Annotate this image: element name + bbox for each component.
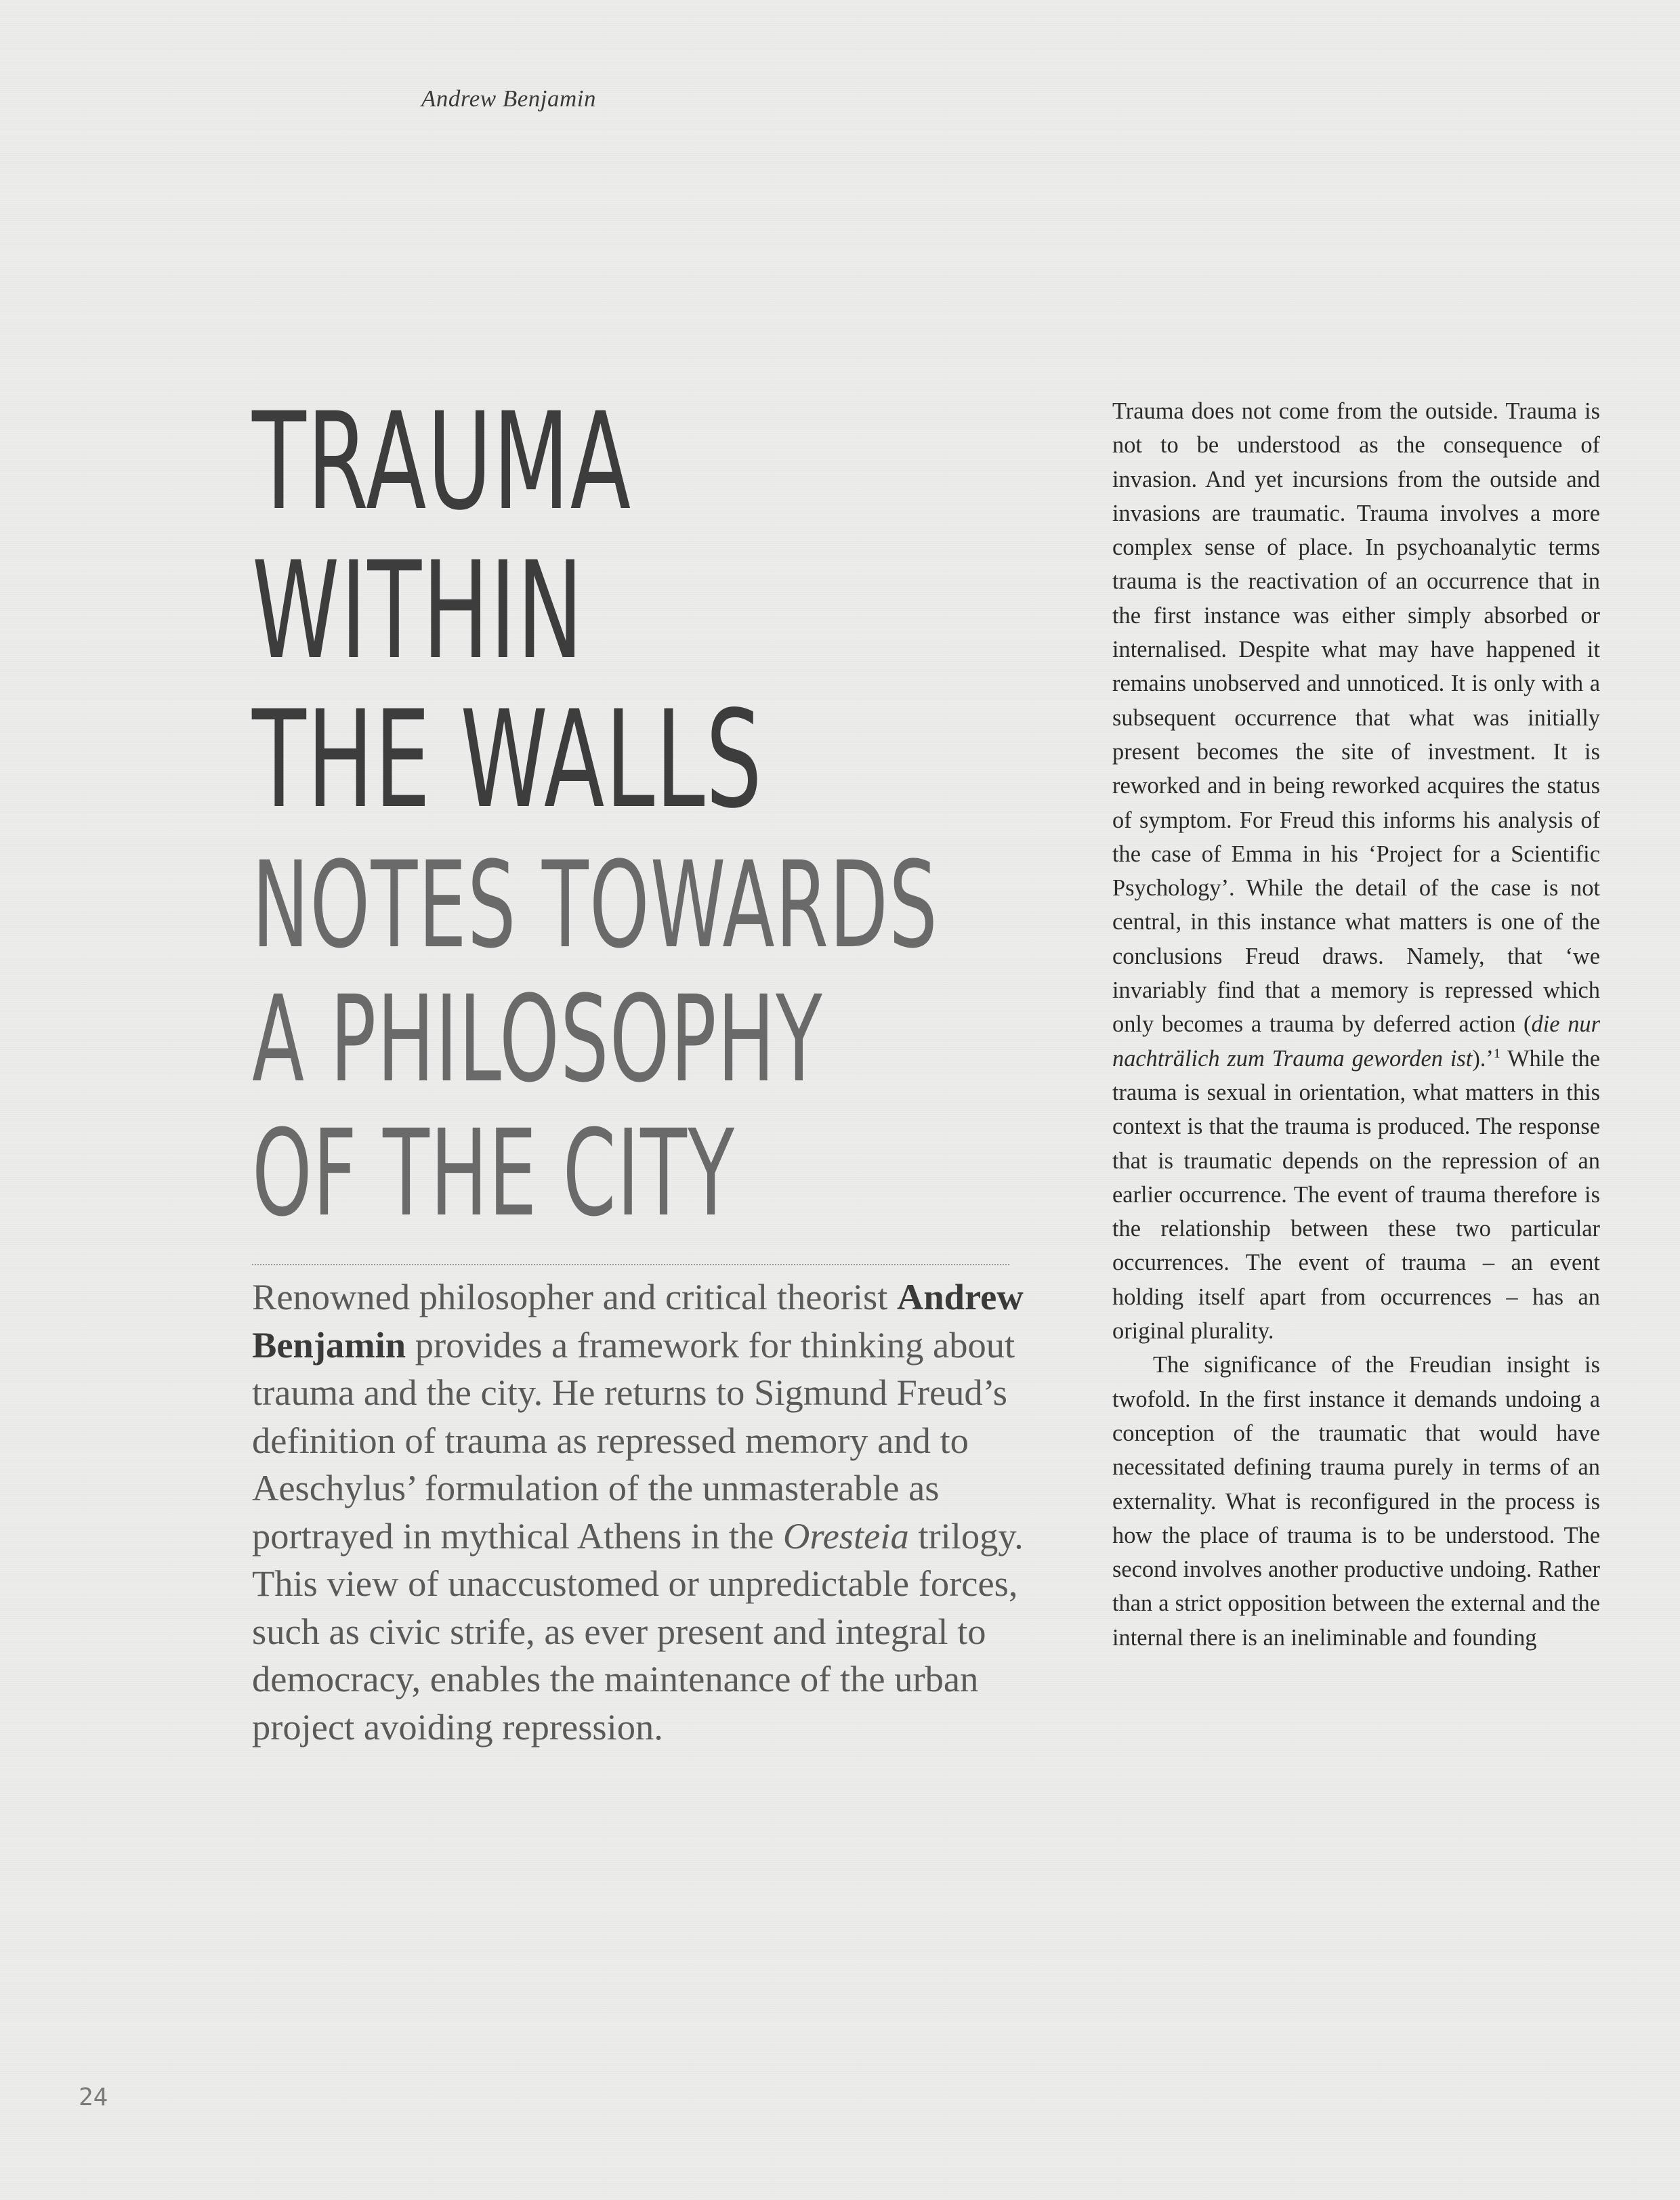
body-p1-german-quote: die nur nachträlich zum Trauma geworden ist <box>1112 1011 1600 1072</box>
standfirst-text-a: provides a framework for thinking about trauma and the city. He returns to Sigmund Freud’s definition of trauma as repressed memory and to Aeschylus’ formulation of the unmasterable as portrayed in mythical Athens in the <box>252 1324 1015 1557</box>
body-p1-part-b: ).’ <box>1472 1045 1494 1072</box>
running-head-author: Andrew Benjamin <box>421 85 596 112</box>
page-number: 24 <box>79 2083 108 2111</box>
footnote-reference[interactable]: 1 <box>1493 1046 1500 1061</box>
standfirst-author-name: Andrew Benjamin <box>252 1276 1024 1366</box>
body-paragraph-2: The significance of the Freudian insight is twofold. In the first instance it demands undoing a conception of the traumatic that would have necessitated defining trauma purely in terms of an externality. What is reconfigured in the process is how the place of trauma is to be understood. The second involves another productive undoing. Rather than a strict opposition between the external and the internal there is an ineliminable and founding <box>1112 1352 1600 1651</box>
title-line-2: WITHIN <box>252 532 585 689</box>
body-p1-part-a: Trauma does not come from the outside. Trauma is not to be understood as the consequence of invasion. And yet incursions from the outside and invasions are traumatic. Trauma involves a more complex sense of place. In psychoanalytic terms trauma is the reactivation of an occurrence that in the first instance was either simply absorbed or internalised. Despite what may have happened it remains unobserved and unnoticed. It is only with a subsequent occurrence that what was initially present becomes the site of investment. It is reworked and in being reworked acquires the status of symptom. For Freud this informs his analysis of the case of Emma in his ‘Project for a Scientific Psychology’. While the detail of the case is not central, in this instance what matters is one of the conclusions Freud draws. Namely, that ‘we invariably find that a memory is repressed which only becomes a trauma by deferred action ( <box>1112 398 1600 1038</box>
standfirst-intro: Renowned philosopher and critical theorist <box>252 1276 897 1317</box>
article-title <box>252 383 1024 1243</box>
subtitle-line-3: OF THE CITY <box>252 1104 736 1243</box>
dotted-divider <box>252 1264 1009 1265</box>
standfirst-text-b: trilogy. This view of unaccustomed or unpredictable forces, such as civic strife, as ever present and integral to democracy, enables the maintenance of the urban project avoiding repression. <box>252 1515 1024 1748</box>
body-p1-part-c: While the trauma is sexual in orientation, what matters in this context is that the trauma is produced. The response that is traumatic depends on the repression of an earlier occurrence. The event of trauma therefore is the relationship between these two particular occurrences. The event of trauma – an event holding itself apart from occurrences – has an original plurality. <box>1112 1045 1600 1345</box>
body-column <box>1112 394 1600 1655</box>
title-line-3: THE WALLS <box>252 681 763 838</box>
title-line-1: TRAUMA <box>252 383 632 540</box>
standfirst <box>252 1273 1024 1751</box>
subtitle-line-2: A PHILOSOPHY <box>252 970 824 1109</box>
standfirst-work-title: Oresteia <box>783 1515 909 1557</box>
body-paragraph-1 <box>1112 394 1600 1348</box>
subtitle-line-1: NOTES TOWARDS <box>252 836 939 975</box>
